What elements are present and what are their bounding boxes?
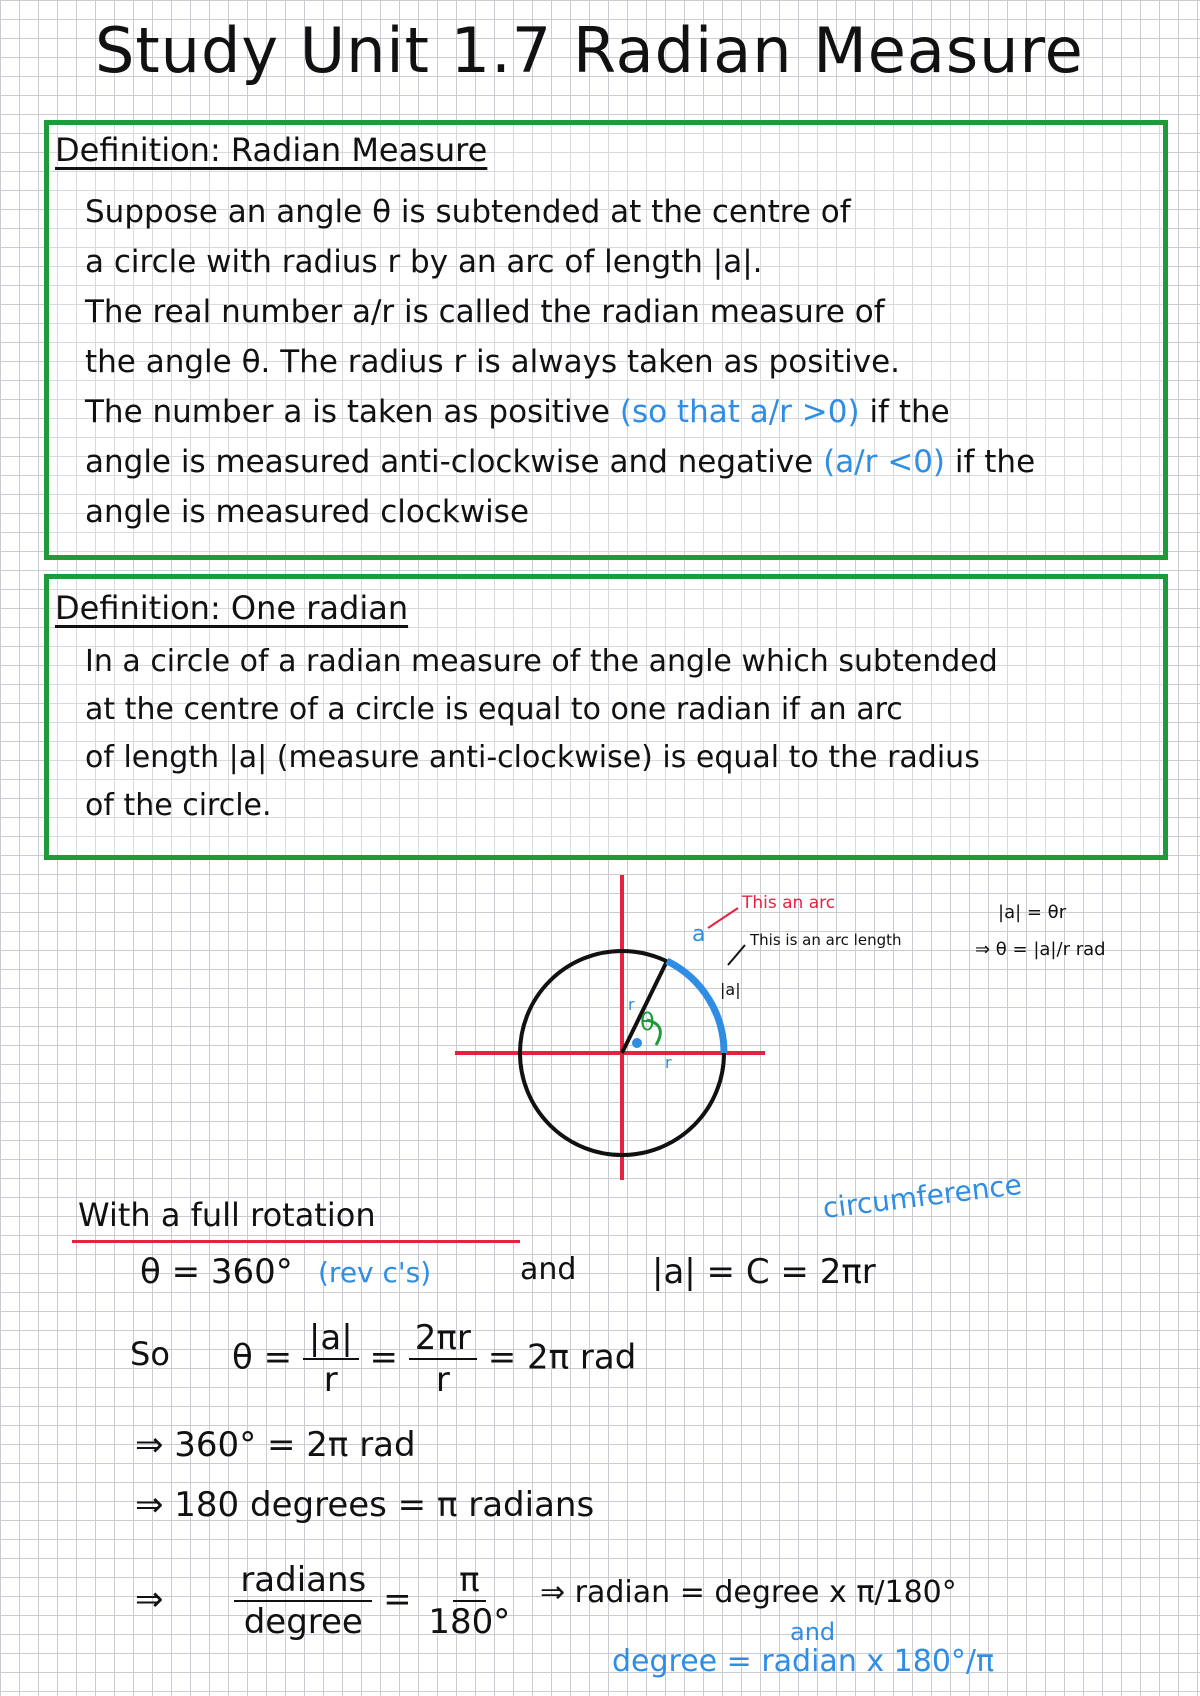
black-note: This is an arc length	[750, 931, 902, 949]
formula-arc-length: |a| = θr	[998, 902, 1067, 923]
definition-line-6-text: angle is measured anti-clockwise and negative	[85, 444, 814, 480]
black-arrow	[728, 945, 745, 965]
theta-eq-prefix: θ =	[232, 1337, 293, 1378]
fraction-a-over-r-num: |a|	[303, 1318, 359, 1360]
pi-over-180-den: 180°	[428, 1602, 511, 1642]
conversion-and: and	[790, 1618, 836, 1646]
theta-360-line: θ = 360°	[140, 1252, 293, 1292]
implies-360-2pi: ⇒ 360° = 2π rad	[135, 1425, 416, 1465]
full-rotation-heading: With a full rotation	[78, 1196, 376, 1234]
radians-over-degree-den: degree	[243, 1602, 363, 1642]
formula-theta: ⇒ θ = |a|/r rad	[975, 939, 1106, 960]
one-radian-line-3: of length |a| (measure anti-clockwise) is equal to the radius	[85, 740, 980, 775]
centre-dot	[632, 1038, 642, 1048]
radian-conversion: ⇒ radian = degree x π/180°	[540, 1575, 957, 1610]
radius-label-2: r	[665, 1053, 672, 1072]
arc-length-label: |a|	[720, 980, 741, 999]
and-word: and	[520, 1252, 577, 1287]
theta-fraction-equation: θ = $\frac{|a|}{r}$ = $\frac{2\pi r}{r}$ = 2π rad	[232, 1318, 637, 1400]
theta-label: θ	[640, 1008, 655, 1036]
circumference-note: circumference	[820, 1167, 1024, 1225]
arc-circumference-equation: |a| = C = 2πr	[652, 1252, 876, 1292]
fraction-2pir-over-r-num: 2πr	[409, 1318, 477, 1360]
radians-over-degree	[234, 1560, 372, 1642]
definition-radian-measure-heading: Definition: Radian Measure	[55, 131, 488, 169]
implies-180-pi: ⇒ 180 degrees = π radians	[135, 1485, 595, 1525]
radians-over-degree-num: radians	[234, 1560, 372, 1602]
implies-ratio-prefix: ⇒	[135, 1579, 164, 1620]
equals-2pi-rad: = 2π rad	[487, 1337, 637, 1378]
definition-line-7: angle is measured clockwise	[85, 494, 530, 530]
fraction-a-over-r-den: r	[323, 1360, 338, 1400]
pi-over-180-num: π	[453, 1560, 485, 1602]
one-radian-line-4: of the circle.	[85, 788, 272, 823]
arc-segment	[667, 961, 724, 1053]
implies-ratio: ⇒ $\frac{\text{radians}}{\text{degree}}$ = $\frac{\pi}{180^\circ}$	[135, 1560, 516, 1642]
red-note: This an arc	[742, 893, 836, 913]
definition-line-2: a circle with radius r by an arc of length |a|.	[85, 244, 763, 280]
radius-label-1: r	[628, 995, 635, 1014]
rev-note: (rev c's)	[318, 1256, 432, 1289]
pi-over-180	[422, 1560, 516, 1642]
fraction-2pir-over-r	[409, 1318, 477, 1400]
negative-note-tail: if the	[954, 444, 1036, 480]
full-rotation-underline	[72, 1240, 520, 1243]
positive-note: (so that a/r >0)	[619, 394, 860, 430]
negative-note: (a/r <0)	[823, 444, 946, 480]
fraction-2pir-over-r-den: r	[435, 1360, 450, 1400]
definition-line-3: The real number a/r is called the radian measure of	[85, 294, 885, 330]
degree-conversion: degree = radian x 180°/π	[612, 1644, 995, 1679]
fraction-a-over-r	[303, 1318, 359, 1400]
positive-note-tail: if the	[869, 394, 950, 430]
arc-label: a	[692, 922, 706, 947]
definition-one-radian-heading: Definition: One radian	[55, 589, 409, 627]
definition-line-1: Suppose an angle θ is subtended at the centre of	[85, 194, 851, 230]
one-radian-line-2: at the centre of a circle is equal to one radian if an arc	[85, 692, 903, 727]
red-arrow	[708, 908, 738, 928]
definition-line-5-text: The number a is taken as positive	[85, 394, 610, 430]
so-word: So	[130, 1335, 170, 1373]
one-radian-line-1: In a circle of a radian measure of the angle which subtended	[85, 644, 998, 679]
definition-line-4: the angle θ. The radius r is always taken as positive.	[85, 344, 901, 380]
page-title: Study Unit 1.7 Radian Measure	[95, 14, 1084, 87]
